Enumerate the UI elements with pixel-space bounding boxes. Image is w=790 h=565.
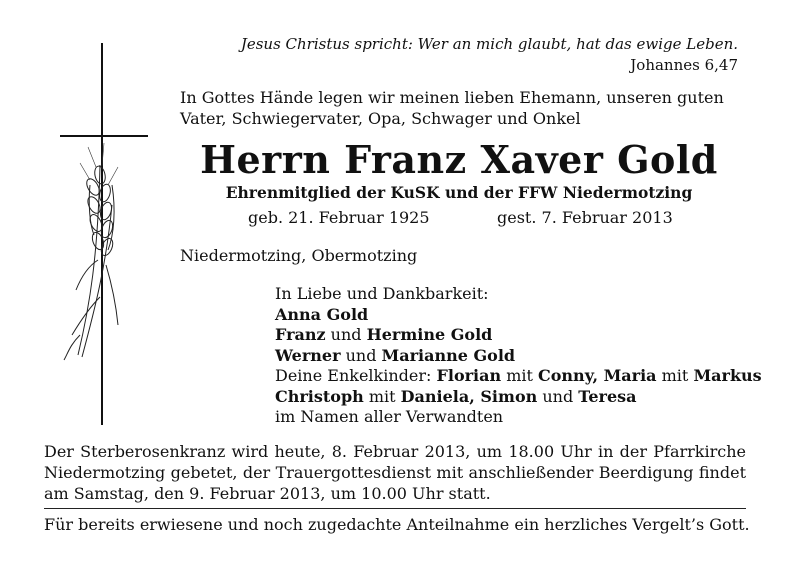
home-place: Niedermotzing, Obermotzing (180, 246, 418, 265)
grandchildren-line: Christoph mit Daniela, Simon und Teresa (275, 386, 637, 406)
deceased-name: Herrn Franz Xaver Gold (200, 137, 718, 182)
bible-reference: Johannes 6,47 (630, 56, 738, 74)
mourner-line: Anna Gold (275, 304, 369, 324)
thanks-text: Für bereits erwiesene und noch zugedachte Anteilnahme ein herzliches Vergelt’s Gott. (44, 515, 750, 534)
mourner-line: Franz und Hermine Gold (275, 325, 493, 344)
bible-quote: Jesus Christus spricht: Wer an mich glaubt, hat das ewige Leben. (240, 35, 738, 53)
cross-with-wheat-icon (60, 35, 150, 425)
grandchildren-line: Deine Enkelkinder: Florian mit Conny, Maria mit Markus (275, 366, 762, 385)
death-date: gest. 7. Februar 2013 (497, 208, 673, 227)
relatives-line: im Namen aller Verwandten (275, 407, 504, 426)
honorary-membership: Ehrenmitglied der KuSK und der FFW Niedermotzing (225, 183, 693, 202)
mourners-list (275, 284, 762, 428)
mourners-heading: In Liebe und Dankbarkeit: (275, 284, 489, 303)
divider (44, 508, 746, 509)
mourner-line: Werner und Marianne Gold (275, 345, 516, 365)
funeral-notice: Der Sterberosenkranz wird heute, 8. Februar 2013, um 18.00 Uhr in der Pfarrkirche Niedermotzing gebetet, der Trauergottesdienst mit anschließender Beerdigung findet am Samstag, den 9. Februar 2013, um 10.00 Uhr statt. (44, 442, 746, 503)
intro-text: In Gottes Hände legen wir meinen lieben Ehemann, unseren guten Vater, Schwiegervater, Opa, Schwager und Onkel (180, 88, 724, 128)
birth-date: geb. 21. Februar 1925 (248, 208, 430, 227)
